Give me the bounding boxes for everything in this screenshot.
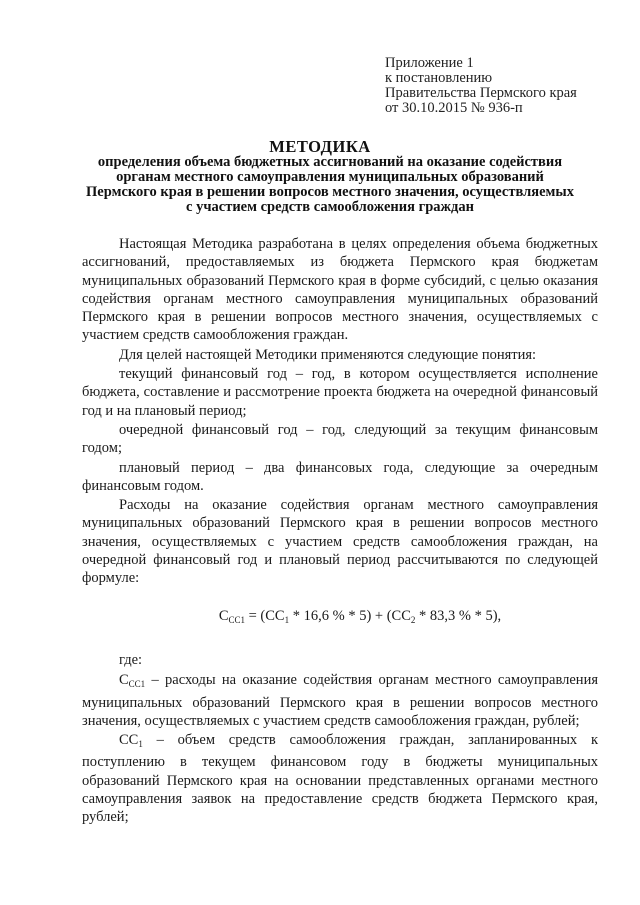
paragraph-concepts-intro: Для целей настоящей Методики применяются следующие понятия:: [119, 346, 537, 363]
definition-cc1: [82, 731, 598, 826]
subtitle-line-4: с участием средств самообложения граждан: [186, 199, 474, 215]
appendix-line-1: Приложение 1: [385, 55, 474, 71]
formula: [122, 607, 598, 629]
formula-symbol: C: [218, 607, 229, 624]
subtitle-line-3: Пермского края в решении вопросов местного значения, осуществляемых: [86, 184, 574, 200]
formula-part-3: * 83,3 % * 5),: [415, 607, 502, 624]
where-label: где:: [119, 651, 143, 668]
paragraph-purpose: Настоящая Методика разработана в целях определения объема бюджетных ассигнований, предоставляемых из бюджета Пермского края бюджетам муниципальных образований Пермского края в форме субсидий, с целью оказания содействия органам местного самоуправления муниципальных образований Пермского края в решении вопросов местного значения, осуществляемых с участием средств самообложения граждан.: [82, 236, 598, 344]
definition-cc1-sub: 1: [138, 739, 143, 750]
definition-cc1-text: – объем средств самообложения граждан, запланированных к поступлению в текущем финансовом году в бюджеты муниципальных образований Пермского края на основании представленных органами местного самоуправления заявок на предоставление средств бюджета Пермского края, рублей;: [82, 732, 598, 826]
paragraph-next-year: очередной финансовый год – год, следующий за текущим финансовым годом;: [82, 421, 598, 457]
document-subtitle: [80, 155, 580, 215]
appendix-line-2: к постановлению: [385, 70, 493, 86]
appendix-header: [385, 56, 577, 116]
formula-symbol-sub: CC1: [228, 614, 245, 625]
appendix-line-4: от 30.10.2015 № 936-п: [385, 100, 523, 116]
formula-part-2: * 16,6 % * 5) + (CC: [289, 607, 411, 624]
definition-ccc1-sub: CC1: [128, 679, 146, 690]
subtitle-line-2: органам местного самоуправления муниципальных образований: [116, 169, 544, 185]
definition-ccc1: [82, 671, 598, 730]
definition-ccc1-symbol: C: [119, 672, 129, 689]
paragraph-expenses: Расходы на оказание содействия органам местного самоуправления муниципальных образований Пермского края в решении вопросов местного значения, осуществляемых с участием средств самообложения граждан, на очередной финансовый год и плановый период рассчитываются по следующей формуле:: [82, 497, 598, 587]
formula-part-1: = (CC: [245, 607, 285, 624]
document-body: [82, 235, 598, 828]
paragraph-current-year: текущий финансовый год – год, в котором осуществляется исполнение бюджета, составление и рассмотрение проекта бюджета на очередной финансовый год и на плановый период;: [82, 366, 598, 419]
appendix-line-3: Правительства Пермского края: [385, 85, 577, 101]
subtitle-line-1: определения объема бюджетных ассигнований на оказание содействия: [97, 154, 563, 170]
definition-cc1-symbol: CC: [119, 732, 139, 749]
formula-sub-1: 1: [284, 614, 290, 625]
definition-ccc1-text: – расходы на оказание содействия органам местного самоуправления муниципальных образований Пермского края в решении вопросов местного значения, осуществляемых с участием средств самообложения граждан, рублей;: [82, 672, 598, 729]
paragraph-planning-period: плановый период – два финансовых года, следующие за очередным финансовым годом.: [82, 459, 598, 494]
formula-sub-2: 2: [410, 614, 416, 625]
document-title: МЕТОДИКА: [269, 137, 371, 156]
